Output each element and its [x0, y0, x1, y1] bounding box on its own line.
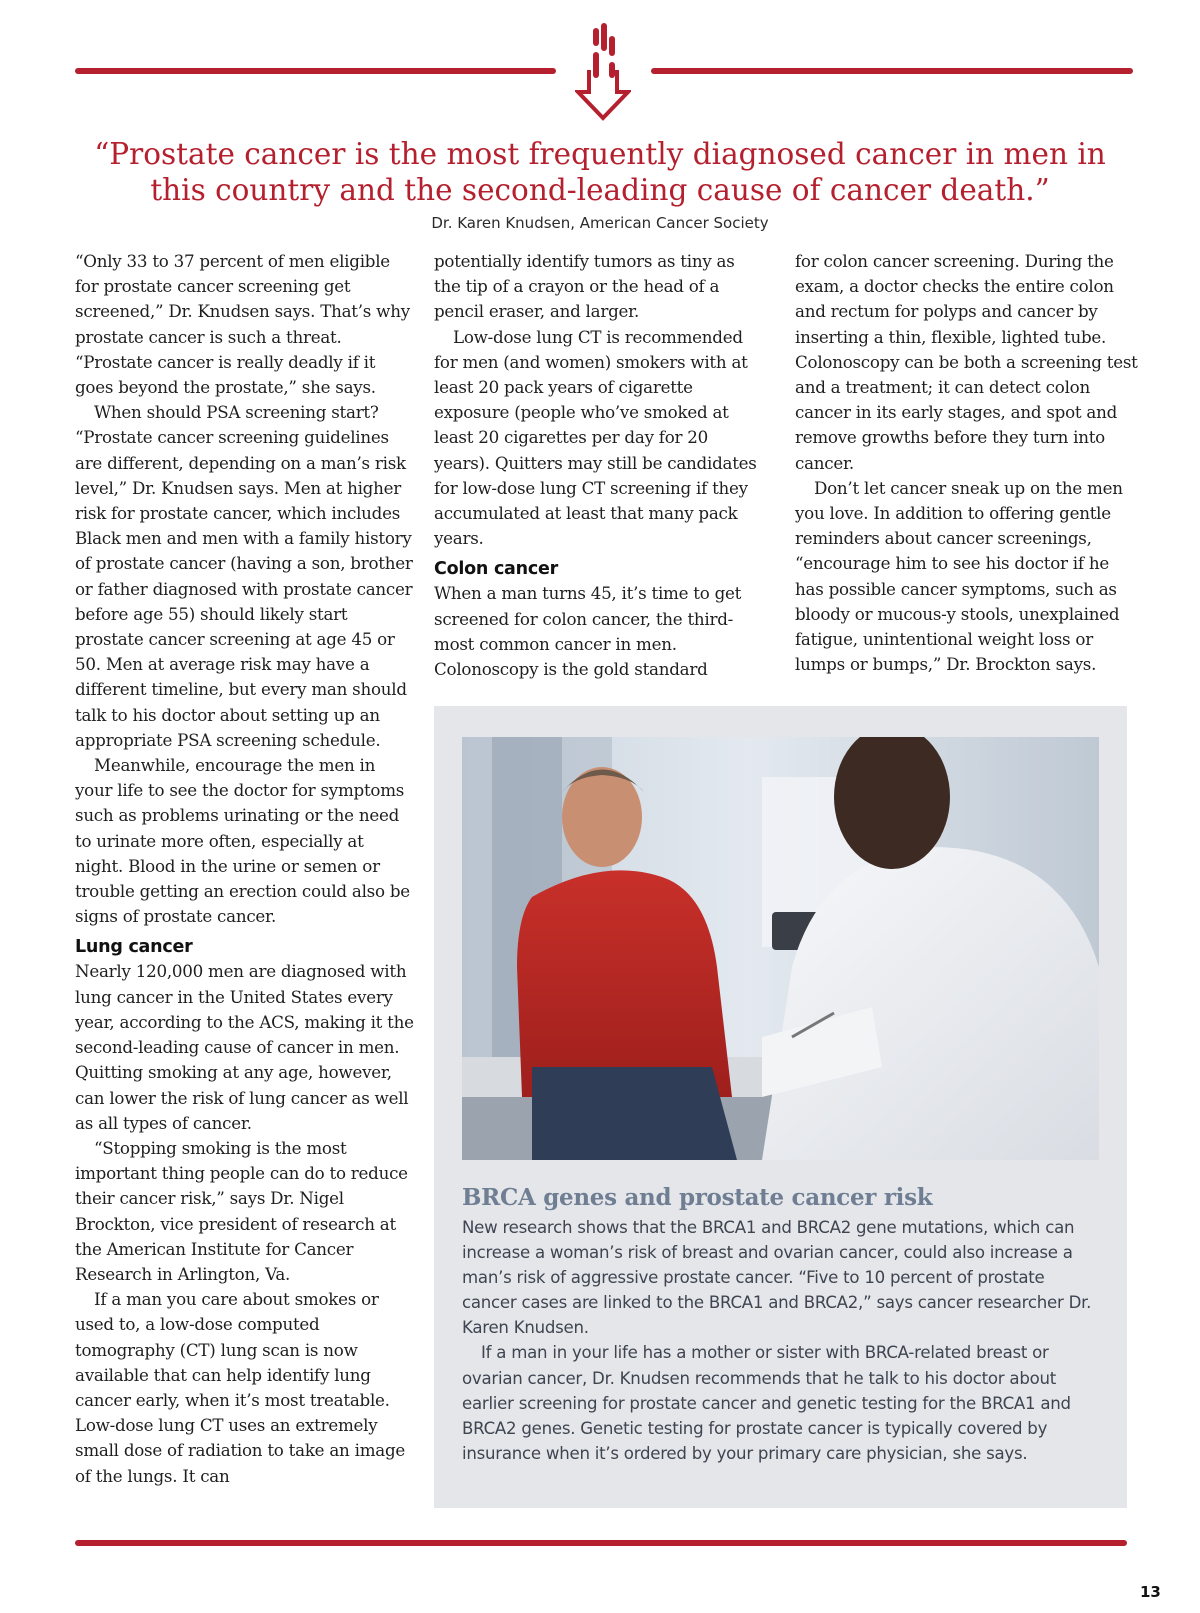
article-column-3	[795, 249, 1140, 677]
brca-sidebar	[434, 706, 1127, 1508]
article-column-2	[434, 249, 764, 682]
top-rule-right	[651, 68, 1133, 74]
paragraph: If a man you care about smokes or used to, a low-dose computed tomography (CT) lung scan is now available that can help identify lung cancer early, when it’s most treatable. Low-dose lung CT uses an extremely small dose of radiation to take an image of the lungs. It can	[75, 1289, 406, 1486]
paragraph: Low-dose lung CT is recommended for men (and women) smokers with at least 20 pack years of cigarette exposure (people who’ve smoked at least 20 cigarettes per day for 20 years). Quitters may still be candidates for low-dose lung CT screening if they accumulated at least that many pack years.	[434, 326, 757, 549]
paragraph: Meanwhile, encourage the men in your life to see the doctor for symptoms such as problems urinating or the need to urinate more often, especially at night. Blood in the urine or semen or trouble getting an erection could also be signs of prostate cancer.	[75, 755, 410, 927]
paragraph: “Stopping smoking is the most important thing people can do to reduce their cancer risk,” says Dr. Nigel Brockton, vice president of research at the American Institute for Cancer Research in Arlington, Va.	[75, 1137, 408, 1284]
paragraph: Don’t let cancer sneak up on the men you love. In addition to offering gentle reminders about cancer screenings, “encourage him to see his doctor if he has possible cancer symptoms, such as bloody or mucous-y stools, unexplained fatigue, unintentional weight loss or lumps or bumps,” Dr. Brockton says.	[795, 477, 1123, 675]
doctor-patient-photo	[462, 737, 1099, 1160]
pull-quote-attribution: Dr. Karen Knudsen, American Cancer Society	[431, 214, 769, 232]
paragraph: potentially identify tumors as tiny as the tip of a crayon or the head of a pencil eraser, and larger.	[434, 251, 735, 322]
paragraph: for colon cancer screening. During the exam, a doctor checks the entire colon and rectum for polyps and cancer by inserting a thin, flexible, lighted tube. Colonoscopy can be both a screening test and a treatment; it can detect colon cancer in its early stages, and spot and remove growths before they turn into cancer.	[795, 251, 1138, 473]
paragraph: When a man turns 45, it’s time to get screened for colon cancer, the third-most common cancer in men. Colonoscopy is the gold standard	[434, 583, 742, 680]
paragraph: When should PSA screening start? “Prostate cancer screening guidelines are different, depending on a man’s risk level,” Dr. Knudsen says. Men at higher risk for prostate cancer, which includes Black men and men with a family history of prostate cancer (having a son, brother or father diagnosed with prostate cancer before age 55) should likely start prostate cancer screening at age 45 or 50. Men at average risk may have a different timeline, but every man should talk to his doctor about setting up an appropriate PSA screening schedule.	[75, 402, 413, 750]
section-heading-lung-cancer: Lung cancer	[75, 937, 193, 958]
bottom-rule	[75, 1540, 1127, 1546]
top-rule-left	[75, 68, 556, 74]
paragraph: Nearly 120,000 men are diagnosed with lung cancer in the United States every year, according to the ACS, making it the second-leading cause of cancer in men. Quitting smoking at any age, however, can lower the risk of lung cancer as well as all types of cancer.	[75, 961, 414, 1133]
section-heading-colon-cancer: Colon cancer	[434, 559, 558, 580]
paragraph: “Only 33 to 37 percent of men eligible for prostate cancer screening get screened,” Dr. Knudsen says. That’s why prostate cancer is such a threat. “Prostate cancer is really deadly if it goes beyond the prostate,” she says.	[75, 251, 410, 398]
sidebar-body	[462, 1215, 1102, 1466]
pull-quote: “Prostate cancer is the most frequently diagnosed cancer in men in this country and the second-leading cause of cancer death.”	[94, 137, 1106, 207]
paragraph: New research shows that the BRCA1 and BRCA2 gene mutations, which can increase a woman’s risk of breast and ovarian cancer, could also increase a man’s risk of aggressive prostate cancer. “Five to 10 percent of prostate cancer cases are linked to the BRCA1 and BRCA2,” says cancer researcher Dr. Karen Knudsen.	[462, 1218, 1092, 1338]
down-arrow-with-bars-icon	[575, 22, 631, 122]
article-column-1	[75, 249, 415, 1489]
sidebar-heading: BRCA genes and prostate cancer risk	[462, 1184, 933, 1211]
page-number: 13	[1140, 1583, 1161, 1601]
paragraph: If a man in your life has a mother or sister with BRCA-related breast or ovarian cancer, Dr. Knudsen recommends that he talk to his doctor about earlier screening for prostate cancer and genetic testing for the BRCA1 and BRCA2 genes. Genetic testing for prostate cancer is typically covered by insurance when it’s ordered by your primary care physician, she says.	[462, 1343, 1071, 1463]
